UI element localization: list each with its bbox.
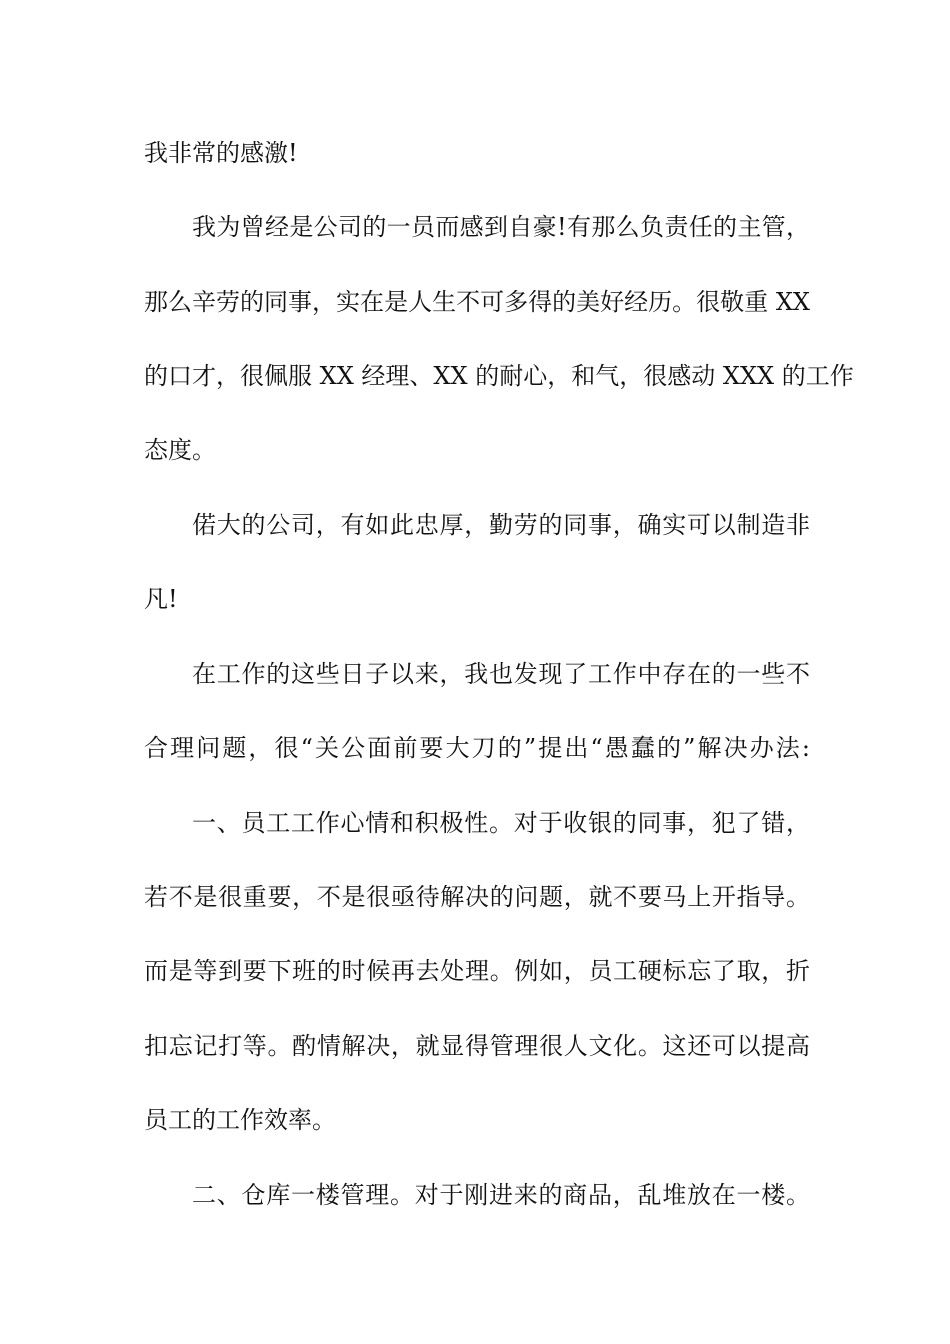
text-line-5: 态度。	[144, 436, 216, 464]
text-line-4: 的口才，很佩服 XX 经理、XX 的耐心，和气，很感动 XXX 的工作	[144, 362, 854, 390]
text-line-7: 凡!	[144, 585, 178, 613]
text-line-13: 扣忘记打等。酌情解决，就显得管理很人文化。这还可以提高	[144, 1032, 810, 1060]
text-line-8: 在工作的这些日子以来，我也发现了工作中存在的一些不	[192, 660, 810, 688]
text-line-10: 一、员工工作心情和积极性。对于收银的同事，犯了错，	[192, 809, 810, 837]
text-line-2: 我为曾经是公司的一员而感到自豪!有那么负责任的主管，	[192, 213, 810, 241]
text-line-11: 若不是很重要，不是很亟待解决的问题，就不要马上开指导。	[144, 883, 810, 911]
text-line-12: 而是等到要下班的时候再去处理。例如，员工硬标忘了取，折	[144, 957, 810, 985]
text-line-14: 员工的工作效率。	[144, 1106, 336, 1134]
text-line-1: 我非常的感激!	[144, 139, 298, 167]
text-line-9: 合理问题，很“关公面前要大刀的”提出“愚蠢的”解决办法:	[144, 734, 810, 762]
text-line-15: 二、仓库一楼管理。对于刚进来的商品，乱堆放在一楼。	[192, 1181, 810, 1209]
text-line-6: 偌大的公司，有如此忠厚，勤劳的同事，确实可以制造非	[192, 511, 810, 539]
text-line-3: 那么辛劳的同事，实在是人生不可多得的美好经历。很敬重 XX	[144, 288, 810, 316]
